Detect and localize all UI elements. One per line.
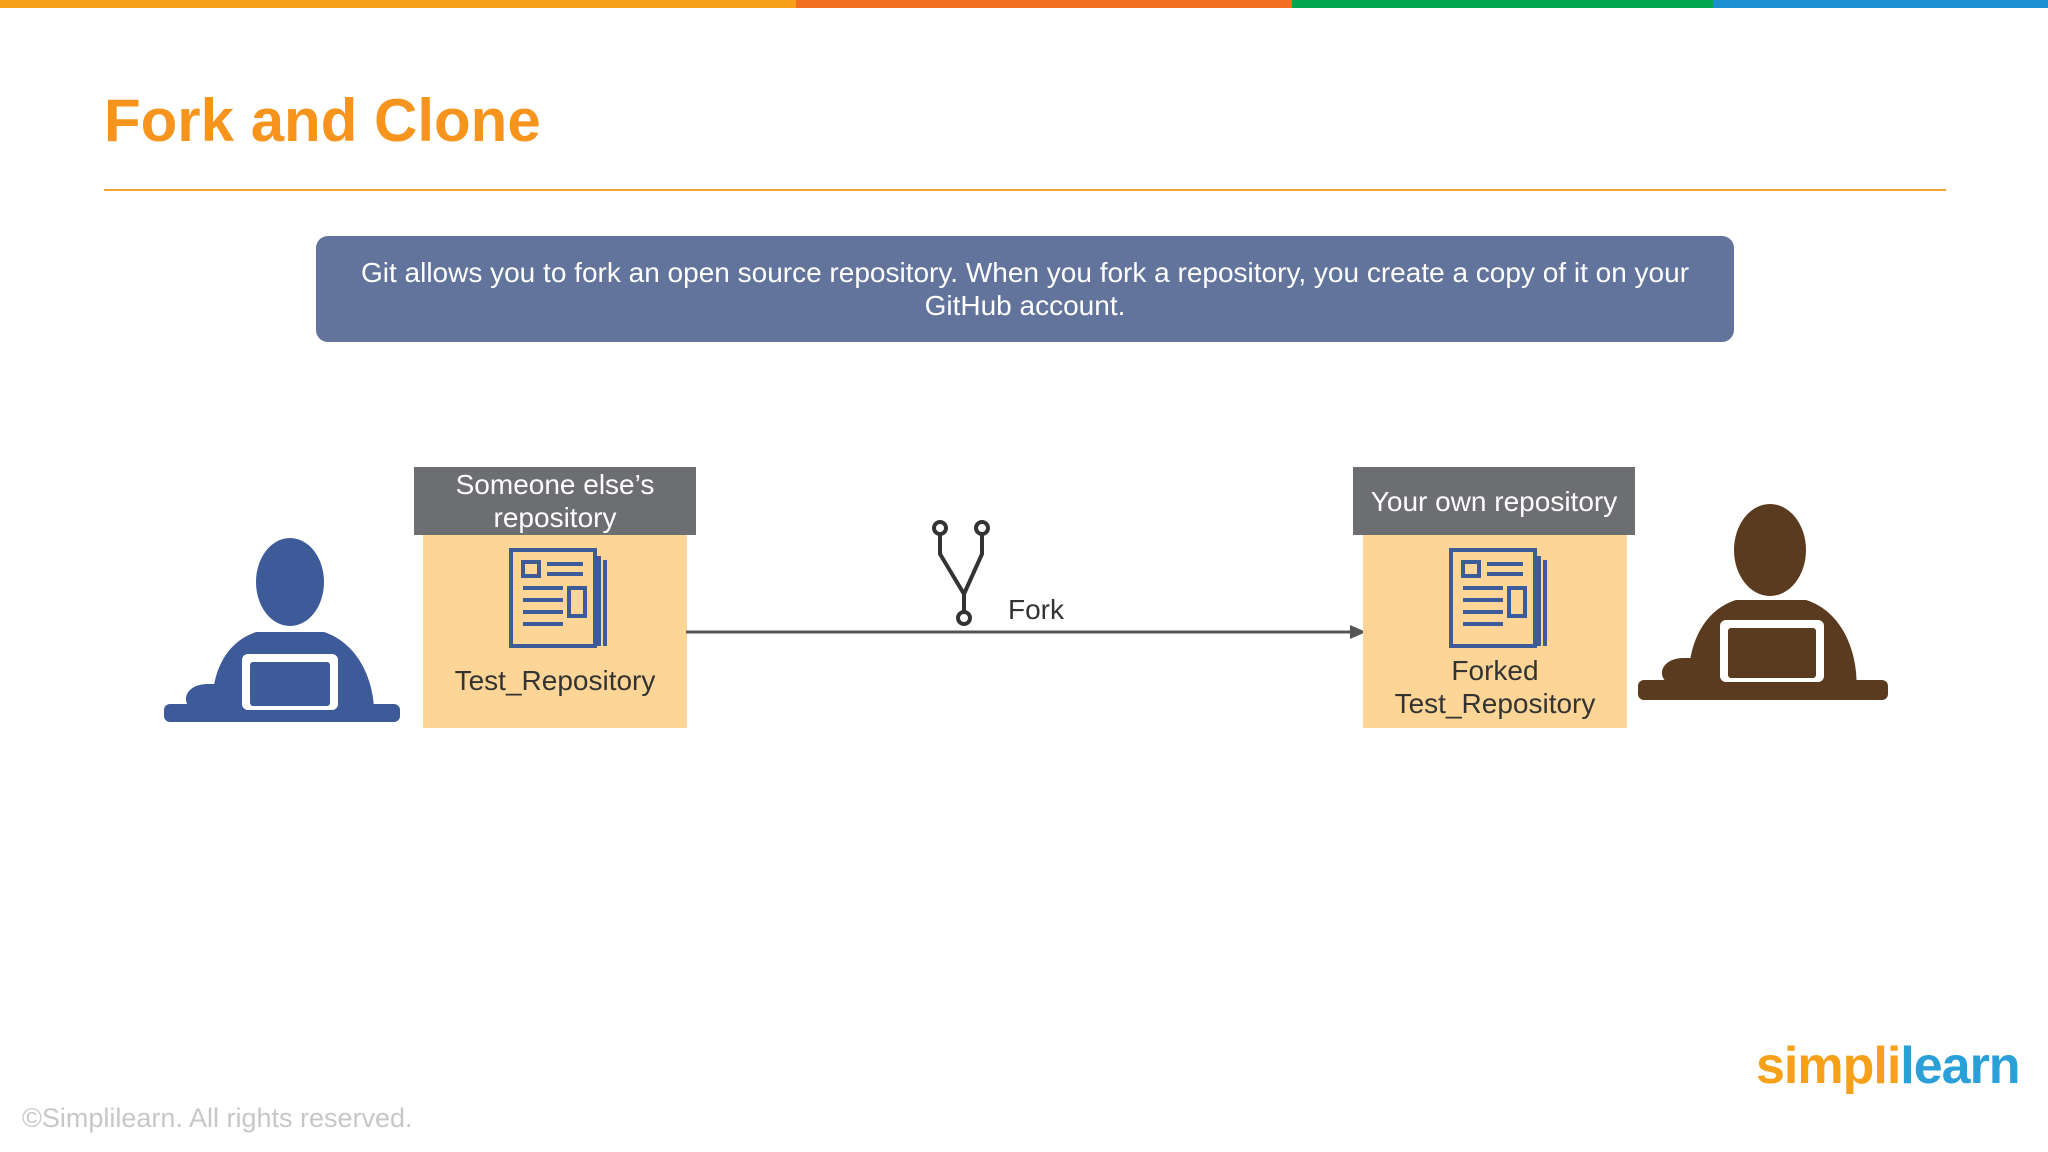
document-icon-right	[1447, 546, 1551, 650]
title-divider	[104, 189, 1946, 191]
right-repo-label-line2: Test_Repository	[1394, 688, 1596, 719]
left-repo-header-text: Someone else’s repository	[455, 469, 655, 533]
simplilearn-logo: simplilearn	[1756, 1037, 2020, 1095]
fork-label: Fork	[1008, 594, 1064, 625]
slide-title: Fork and Clone	[104, 87, 541, 154]
right-repo-label-line1: Forked	[1451, 655, 1539, 686]
callout-text: Git allows you to fork an open source repository. When you fork a repository, you create a copy of it on your GitHub account.	[360, 257, 1690, 321]
top-bar-segment-green	[1292, 0, 1713, 8]
person-laptop-icon-left	[164, 534, 400, 726]
person-laptop-icon-right	[1638, 500, 1888, 706]
left-repo-label: Test_Repository	[454, 665, 656, 696]
top-bar-segment-blue	[1713, 0, 2048, 8]
copyright-text: ©Simplilearn. All rights reserved.	[22, 1103, 413, 1133]
right-repo-header-text: Your own repository	[1370, 485, 1618, 517]
right-repo-header	[1353, 467, 1635, 535]
top-bar-segment-orange	[0, 0, 796, 8]
top-bar-segment-red	[796, 0, 1292, 8]
info-callout	[316, 236, 1734, 342]
left-repo-box	[423, 534, 687, 728]
fork-icon	[926, 518, 996, 628]
document-icon-left	[507, 546, 611, 650]
right-repo-box	[1363, 534, 1627, 728]
left-repo-header	[414, 467, 696, 535]
top-color-bar	[0, 0, 2048, 8]
